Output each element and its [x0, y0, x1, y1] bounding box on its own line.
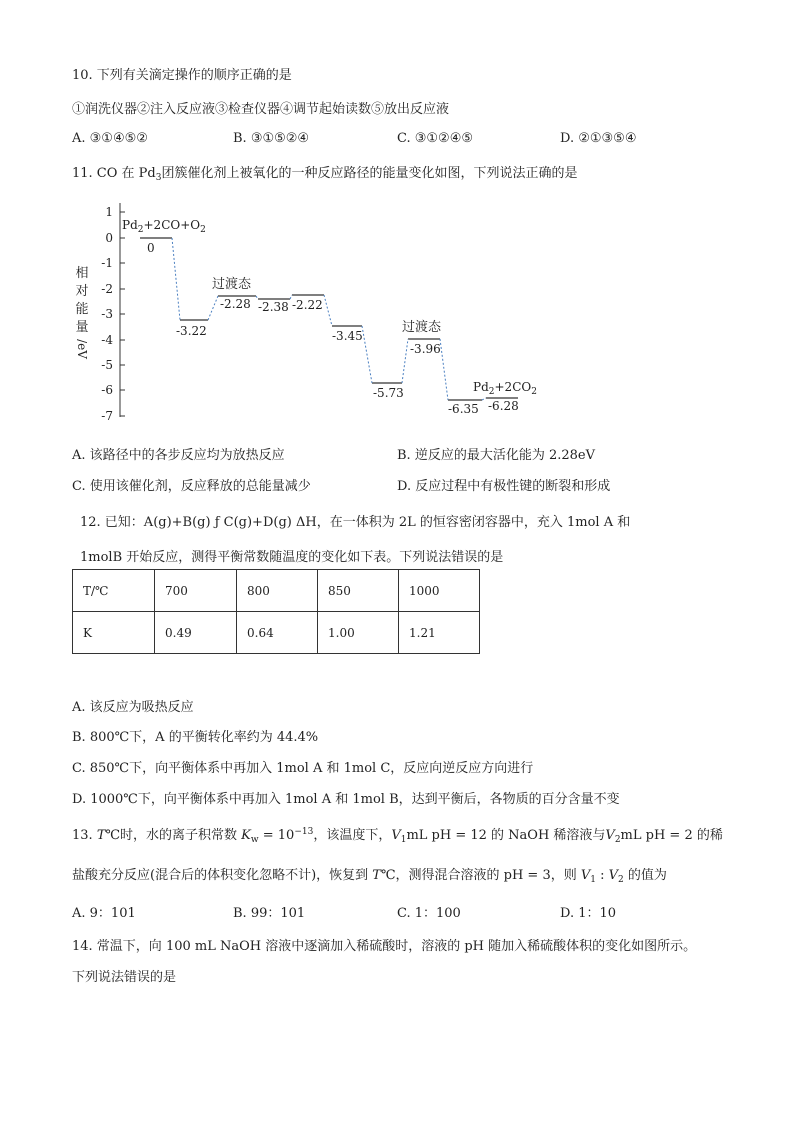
q10-steps: ①润洗仪器②注入反应液③检查仪器④调节起始读数⑤放出反应液: [72, 102, 450, 117]
ytick-m2: -2: [101, 282, 113, 296]
q13-option-c: C. 1：100: [397, 906, 461, 921]
q13-option-d: D. 1：10: [560, 906, 617, 921]
table-cell: 1000: [399, 570, 480, 612]
q11-stem: 11. CO 在 $Pd_3$团簇催化剂上被氧化的一种反应路径的能量变化如图，下列说法正确的是: [72, 166, 578, 183]
q13-stem-line2: 盐酸充分反应(混合后的体积变化忽略不计)，恢复到 T℃，测得混合溶液的 pH = 3，则 $V_1$ : $V_2$ 的值为: [72, 868, 667, 885]
table-row: [73, 612, 480, 654]
label-m238: -2.38: [258, 300, 289, 314]
label-m628: -6.28: [488, 399, 519, 413]
ylabel-char-1: 相: [75, 266, 89, 281]
q12-option-d: D. 1000℃下，向平衡体系中再加入 1mol A 和 1mol B，达到平衡后，各物质的百分含量不变: [72, 792, 620, 807]
ylabel-char-4: 量: [75, 320, 89, 335]
q10-stem: 10. 下列有关滴定操作的顺序正确的是: [72, 68, 292, 83]
table-row: [73, 570, 480, 612]
table-cell: 0.49: [155, 612, 237, 654]
table-cell: 0.64: [237, 612, 318, 654]
ts2-label: 过渡态: [402, 320, 442, 335]
q14-stem-line1: 14. 常温下，向 100 mL NaOH 溶液中逐滴加入稀硫酸时，溶液的 pH 随加入稀硫酸体积的变化如图所示。: [72, 939, 697, 954]
ytick-m4: -4: [101, 333, 113, 347]
ts1-label: 过渡态: [212, 277, 252, 292]
label-m345: -3.45: [332, 329, 363, 343]
ytick-m5: -5: [101, 358, 113, 372]
label-m635: -6.35: [448, 402, 479, 416]
table-cell: 800: [237, 570, 318, 612]
q13-stem-line1: 13. T℃时，水的离子积常数 $K_w = 10^{-13}$，该温度下，$V_1mL$ pH = 12 的 NaOH 稀溶液与$V_2mL$ pH = 2 的稀: [72, 827, 723, 845]
q14-stem-line2: 下列说法错误的是: [72, 970, 177, 985]
q12-option-a: A. 该反应为吸热反应: [72, 700, 194, 715]
q11-option-a: A. 该路径中的各步反应均为放热反应: [72, 448, 285, 463]
q10-option-c: C. ③①②④⑤: [397, 131, 474, 146]
table-cell: 700: [155, 570, 237, 612]
label-0: 0: [147, 241, 155, 255]
table-cell: 1.21: [399, 612, 480, 654]
label-m573: -5.73: [373, 386, 404, 400]
q12-stem-line1: 12. 已知：A(g)+B(g) ƒ C(g)+D(g) ΔH，在一体积为 2L 的恒容密闭容器中，充入 1mol A 和: [80, 515, 631, 530]
ytick-1: 1: [105, 205, 113, 219]
table-cell: 1.00: [318, 612, 399, 654]
ytick-m3: -3: [101, 307, 113, 321]
ytick-m7: -7: [101, 409, 113, 423]
q11-option-b: B. 逆反应的最大活化能为 2.28eV: [397, 448, 595, 463]
q12-option-c: C. 850℃下，向平衡体系中再加入 1mol A 和 1mol C，反应向逆反应方向进行: [72, 761, 534, 776]
q13-option-a: A. 9：101: [72, 906, 136, 921]
label-m322: -3.22: [176, 324, 207, 338]
table-cell: K: [73, 612, 155, 654]
label-m228: -2.28: [220, 297, 251, 311]
k-temperature-table: [72, 569, 480, 654]
ytick-0: 0: [105, 231, 113, 245]
table-cell: T/℃: [73, 570, 155, 612]
end-species-label: $Pd_2+2CO_2$: [473, 380, 537, 397]
energy-diagram: [60, 195, 560, 435]
ylabel-char-3: 能: [75, 302, 89, 317]
q10-option-d: D. ②①③⑤④: [560, 131, 637, 146]
ytick-m6: -6: [101, 383, 113, 397]
label-m222: -2.22: [292, 298, 323, 312]
table-cell: 850: [318, 570, 399, 612]
q11-option-d: D. 反应过程中有极性键的断裂和形成: [397, 479, 611, 494]
q13-option-b: B. 99：101: [233, 906, 306, 921]
q11-option-c: C. 使用该催化剂，反应释放的总能量减少: [72, 479, 311, 494]
q12-stem-line2: 1molB 开始反应，测得平衡常数随温度的变化如下表。下列说法错误的是: [80, 550, 504, 565]
ylabel-unit: /eV: [75, 339, 89, 359]
start-species-label: $Pd_2+2CO+O_2$: [122, 218, 206, 235]
q10-option-b: B. ③①⑤②④: [233, 131, 310, 146]
ylabel-char-2: 对: [75, 284, 89, 299]
label-m396: -3.96: [410, 342, 441, 356]
q12-option-b: B. 800℃下，A 的平衡转化率约为 44.4%: [72, 730, 319, 745]
ytick-m1: -1: [101, 256, 113, 270]
q10-option-a: A. ③①④⑤②: [72, 131, 148, 146]
